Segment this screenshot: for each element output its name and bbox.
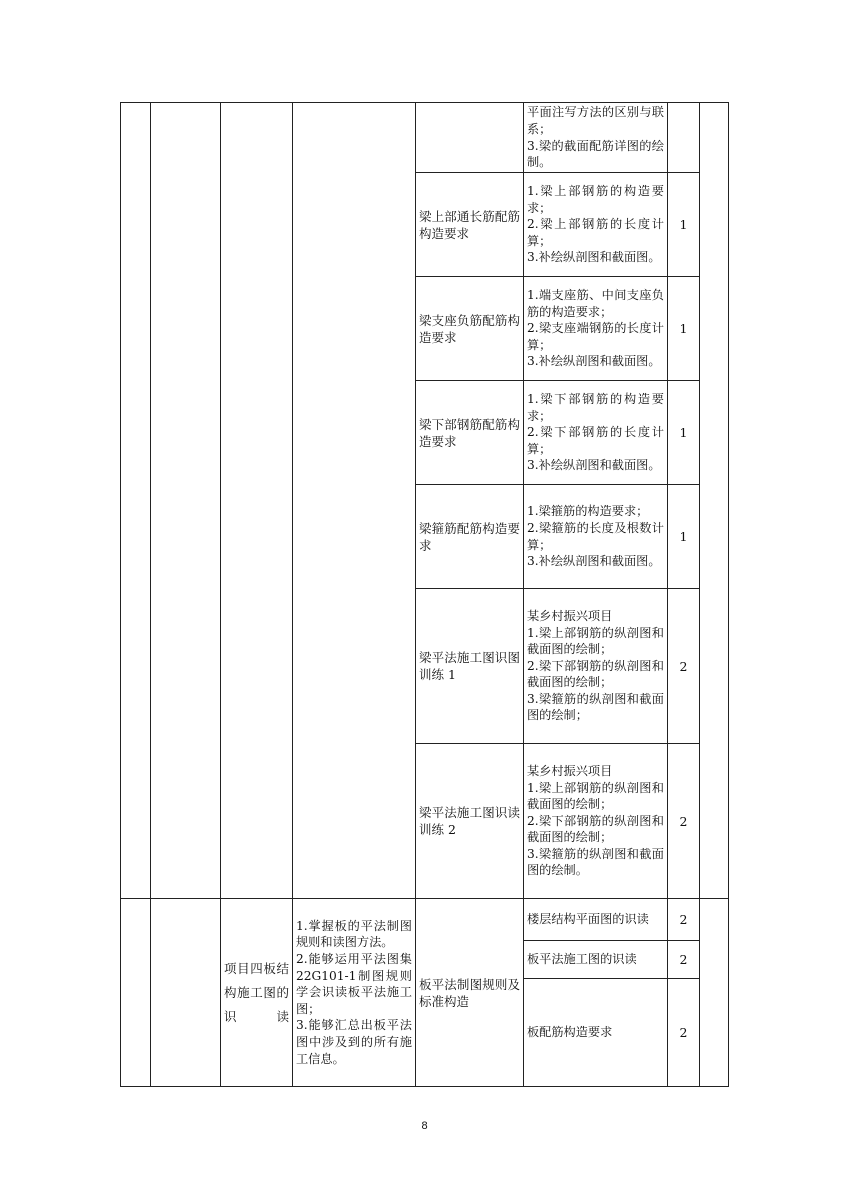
table-row (121, 899, 729, 941)
topic-cell: 梁下部钢筋配筋构造要求 (416, 381, 524, 485)
index-cell (121, 103, 151, 899)
content-cell: 板平法施工图的识读 (524, 941, 668, 979)
project-cell (221, 103, 293, 899)
content-cell: 1.梁下部钢筋的构造要求； 2.梁下部钢筋的长度计算； 3.补绘纵剖图和截面图。 (524, 381, 668, 485)
topic-cell (416, 103, 524, 173)
topic-cell: 板平法制图规则及标准构造 (416, 899, 524, 1087)
hours-cell: 1 (668, 173, 700, 277)
hours-cell: 2 (668, 979, 700, 1087)
index-cell (121, 899, 151, 1087)
hours-cell: 2 (668, 744, 700, 899)
course-plan-table (120, 102, 729, 1087)
hours-cell: 2 (668, 589, 700, 744)
module-cell (151, 103, 221, 899)
table-row (121, 103, 729, 173)
topic-cell: 梁平法施工图识图训练 1 (416, 589, 524, 744)
project-name-cell: 项目四板结构施工图的识读 (221, 899, 293, 1087)
topic-cell: 梁平法施工图识读训练 2 (416, 744, 524, 899)
page-number: 8 (421, 1120, 428, 1132)
content-cell: 板配筋构造要求 (524, 979, 668, 1087)
hours-cell: 2 (668, 899, 700, 941)
content-cell: 某乡村振兴项目 1.梁上部钢筋的纵剖图和截面图的绘制； 2.梁下部钢筋的纵剖图和截面图的绘制； 3.梁箍筋的纵剖图和截面图的绘制。 (524, 744, 668, 899)
module-cell (151, 899, 221, 1087)
content-cell: 1.梁上部钢筋的构造要求； 2.梁上部钢筋的长度计算； 3.补绘纵剖图和截面图。 (524, 173, 668, 277)
hours-cell (668, 103, 700, 173)
objective-cell (293, 103, 416, 899)
remark-cell (700, 103, 729, 899)
content-cell: 平面注写方法的区别与联系； 3.梁的截面配筋详图的绘制。 (524, 103, 668, 173)
hours-cell: 1 (668, 485, 700, 589)
remark-cell (700, 899, 729, 1087)
hours-cell: 2 (668, 941, 700, 979)
hours-cell: 1 (668, 277, 700, 381)
content-cell: 楼层结构平面图的识读 (524, 899, 668, 941)
content-cell: 1.端支座筋、中间支座负筋的构造要求； 2.梁支座端钢筋的长度计算； 3.补绘纵剖图和截面图。 (524, 277, 668, 381)
topic-cell: 梁箍筋配筋构造要求 (416, 485, 524, 589)
objective-cell: 1.掌握板的平法制图规则和读图方法。 2.能够运用平法图集22G101-1制图规则学会识读板平法施工图； 3.能够汇总出板平法图中涉及到的所有施工信息。 (293, 899, 416, 1087)
hours-cell: 1 (668, 381, 700, 485)
content-cell: 某乡村振兴项目 1.梁上部钢筋的纵剖图和截面图的绘制； 2.梁下部钢筋的纵剖图和截面图的绘制； 3.梁箍筋的纵剖图和截面图的绘制； (524, 589, 668, 744)
topic-cell: 梁支座负筋配筋构造要求 (416, 277, 524, 381)
content-cell: 1.梁箍筋的构造要求； 2.梁箍筋的长度及根数计算； 3.补绘纵剖图和截面图。 (524, 485, 668, 589)
topic-cell: 梁上部通长筋配筋构造要求 (416, 173, 524, 277)
